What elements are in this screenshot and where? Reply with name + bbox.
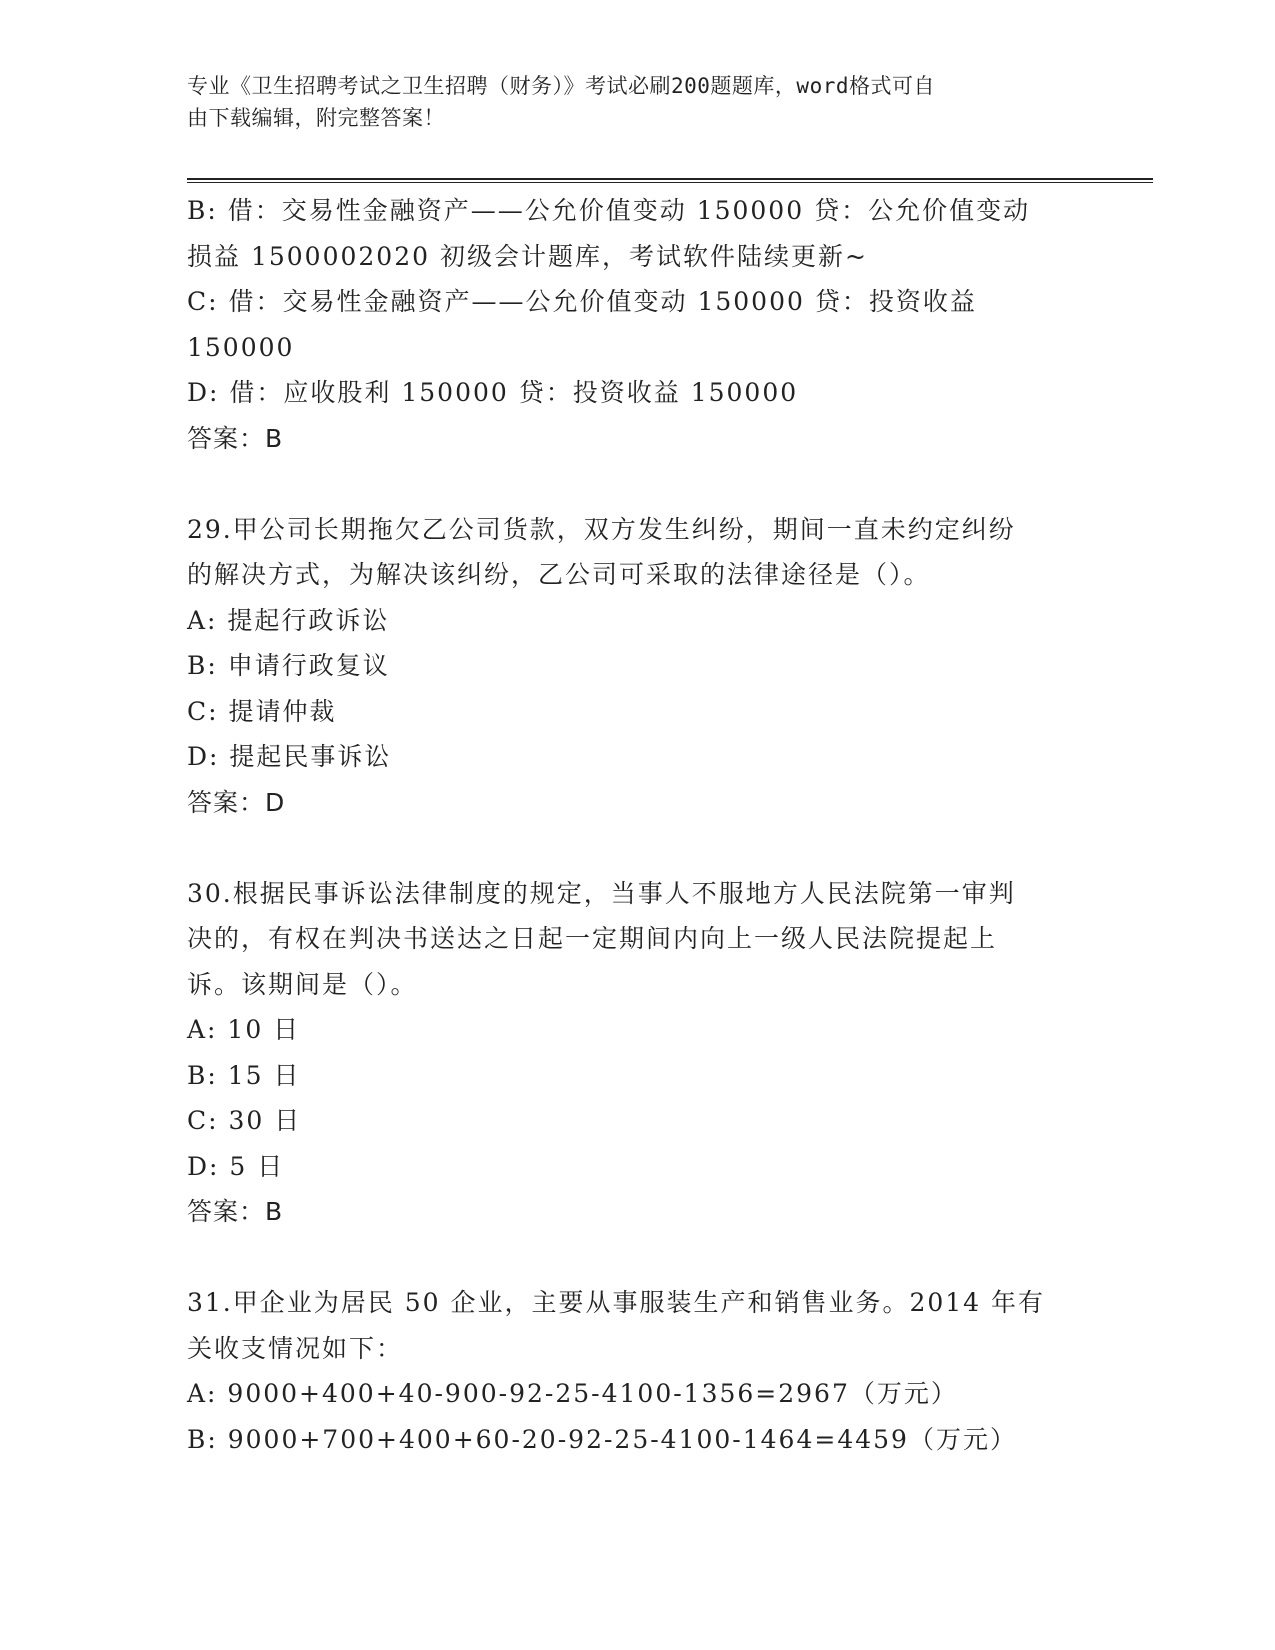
document-body bbox=[187, 188, 1087, 1462]
option-a: A: 9000+400+40-900-92-25-4100-1356=2967（万元） bbox=[187, 1379, 958, 1408]
option-line: D: 借：应收股利 150000 贷：投资收益 150000 bbox=[187, 378, 799, 407]
option-c: C: 提请仲裁 bbox=[187, 696, 337, 726]
option-line: B: 借：交易性金融资产——公允价值变动 150000 贷：公允价值变动 bbox=[187, 196, 1031, 225]
option-a: A: 10 日 bbox=[187, 1015, 301, 1044]
option-b: B: 申请行政复议 bbox=[187, 651, 390, 680]
question-stem-line: 诉。该期间是（）。 bbox=[187, 969, 418, 999]
question-stem-line: 29.甲公司长期拖欠乙公司货款，双方发生纠纷，期间一直未约定纠纷 bbox=[187, 514, 1016, 544]
question-stem-line: 的解决方式，为解决该纠纷，乙公司可采取的法律途径是（）。 bbox=[187, 560, 931, 589]
question-31 bbox=[187, 1280, 1087, 1462]
question-29 bbox=[187, 507, 1087, 826]
option-line: 150000 bbox=[187, 332, 295, 362]
spacer bbox=[187, 825, 1087, 871]
option-b: B: 15 日 bbox=[187, 1060, 301, 1090]
spacer bbox=[187, 1235, 1087, 1281]
header-divider bbox=[187, 178, 1153, 183]
question-stem-line: 30.根据民事诉讼法律制度的规定，当事人不服地方人民法院第一审判 bbox=[187, 878, 1016, 908]
spacer bbox=[187, 461, 1087, 507]
header-line-2: 由下载编辑，附完整答案！ bbox=[187, 106, 445, 130]
option-a: A: 提起行政诉讼 bbox=[187, 605, 390, 635]
answer-line: 答案：B bbox=[187, 423, 284, 453]
answer-line: 答案：B bbox=[187, 1197, 284, 1226]
answer-line: 答案：D bbox=[187, 787, 286, 817]
question-stem-line: 决的，有权在判决书送达之日起一定期间内向上一级人民法院提起上 bbox=[187, 924, 998, 953]
option-line: C: 借：交易性金融资产——公允价值变动 150000 贷：投资收益 bbox=[187, 287, 977, 316]
header-line-1: 专业《卫生招聘考试之卫生招聘（财务）》考试必刷200题题库，word格式可自 bbox=[187, 74, 935, 98]
question-stem-line: 31.甲企业为居民 50 企业，主要从事服装生产和销售业务。2014 年有 bbox=[187, 1288, 1046, 1317]
question-28-continuation bbox=[187, 188, 1087, 461]
option-b: B: 9000+700+400+60-20-92-25-4100-1464=4459（万元） bbox=[187, 1424, 1017, 1454]
option-c: C: 30 日 bbox=[187, 1106, 302, 1135]
question-stem-line: 关收支情况如下： bbox=[187, 1333, 404, 1363]
document-header bbox=[187, 70, 1067, 134]
option-d: D: 提起民事诉讼 bbox=[187, 742, 392, 771]
option-d: D: 5 日 bbox=[187, 1151, 285, 1181]
question-30 bbox=[187, 871, 1087, 1235]
option-line: 损益 1500002020 初级会计题库，考试软件陆续更新~ bbox=[187, 241, 868, 271]
